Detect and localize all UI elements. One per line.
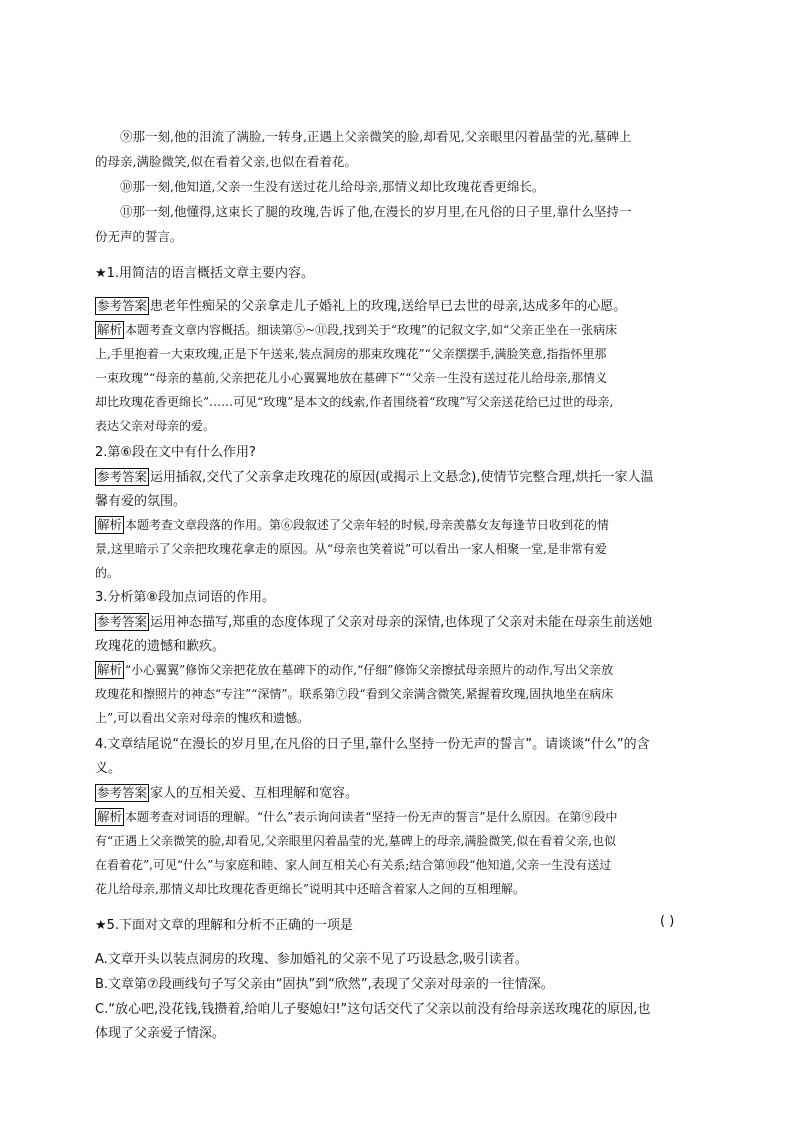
question-1-analysis-line1: 解析 本题考查文章内容概括。细读第⑤~⑪段,找到关于“玫瑰”的记叙文字,如“父亲正坐在一张病床 bbox=[97, 322, 618, 337]
answer-tag: 参考答案 bbox=[97, 298, 148, 313]
question-2-analysis-line1: 解析 本题考查文章段落的作用。第⑥段叙述了父亲年轻的时候,母亲羡慕女友每逢节日收到花的情 bbox=[97, 517, 609, 532]
question-3-answer-line2: 玫瑰花的遗憾和歉疚。 bbox=[95, 639, 226, 654]
analysis-tag: 解析 bbox=[97, 809, 123, 824]
question-4-analysis-line4: 花儿给母亲,那情义却比玫瑰花香更绵长”说明其中还暗含着家人之间的互相理解。 bbox=[95, 882, 525, 896]
passage-p10: ⑩那一刻,他知道,父亲一生没有送过花儿给母亲,那情义却比玫瑰花香更绵长。 bbox=[120, 179, 545, 194]
question-1-analysis-line4: 却比玫瑰花香更绵长”……可见“玫瑰”是本文的线索,作者围绕着“玫瑰”写父亲送花给已过世的母亲, bbox=[95, 395, 614, 409]
question-4-title-line2: 义。 bbox=[95, 761, 122, 776]
question-3-answer-line1: 参考答案 运用神态描写,郑重的态度体现了父亲对母亲的深情,也体现了父亲对未能在母亲生前送她 bbox=[97, 614, 653, 630]
question-2-analysis-line3: 的。 bbox=[95, 566, 120, 580]
question-1-analysis-line5: 表达父亲对母亲的爱。 bbox=[95, 419, 216, 433]
question-4-analysis-line2: 有“正遇上父亲微笑的脸,却看见,父亲眼里闪着晶莹的光,墓碑上的母亲,满脸微笑,似在看着父亲,也似 bbox=[95, 834, 617, 848]
passage-p9-line2: 的母亲,满脸微笑,似在看着父亲,也似在看着花。 bbox=[95, 154, 357, 169]
analysis-tag: 解析 bbox=[97, 662, 123, 677]
answer-tag: 参考答案 bbox=[97, 614, 148, 629]
question-4-analysis-line1: 解析 本题考查对词语的理解。“什么”表示询问读者“坚持一份无声的誓言”是什么原因。在第⑨段中 bbox=[97, 809, 618, 824]
option-c-line1[interactable]: C.“放心吧,没花钱,钱攒着,给咱儿子娶媳妇!”这句话交代了父亲以前没有给母亲送玫瑰花的原因,也 bbox=[95, 1002, 651, 1017]
passage-p11-line2: 份无声的誓言。 bbox=[95, 229, 183, 244]
question-3-analysis-line1: 解析 “小心翼翼”修饰父亲把花放在墓碑下的动作,“仔细”修饰父亲擦拭母亲照片的动作,写出父亲放 bbox=[97, 662, 614, 677]
analysis-tag: 解析 bbox=[97, 322, 123, 337]
answer-text: 患老年性痴呆的父亲拿走儿子婚礼上的玫瑰,送给早已去世的母亲,达成多年的心愿。 bbox=[150, 299, 627, 314]
question-1-title: ★1.用简洁的语言概括文章主要内容。 bbox=[95, 266, 315, 281]
question-3-analysis-line3: 上”,可以看出父亲对母亲的愧疚和遗憾。 bbox=[95, 711, 309, 725]
question-2-analysis-line2: 景,这里暗示了父亲把玫瑰花拿走的原因。从“母亲也笑着说”可以看出一家人相聚一堂,是非常有爱 bbox=[95, 542, 607, 556]
question-5-title: ★5.下面对文章的理解和分析不正确的一项是 bbox=[95, 918, 354, 933]
answer-bracket[interactable]: ( ) bbox=[660, 914, 675, 929]
analysis-tag: 解析 bbox=[97, 517, 123, 532]
question-1-analysis-line3: 一束玫瑰”“母亲的墓前,父亲把花儿小心翼翼地放在墓碑下”“父亲一生没有送过花儿给母亲,那情义 bbox=[95, 371, 608, 385]
question-1-answer bbox=[95, 295, 626, 315]
option-b[interactable]: B.文章第⑦段画线句子写父亲由“固执”到“欣然”,表现了父亲对母亲的一往情深。 bbox=[95, 977, 554, 992]
question-4-answer: 参考答案 家人的互相关爱、互相理解和宽容。 bbox=[97, 785, 359, 801]
answer-tag: 参考答案 bbox=[97, 469, 148, 484]
question-4-analysis-line3: 在看着花”,可见“什么”与家庭和睦、家人间互相关心有关系;结合第⑩段“他知道,父亲一生没有送过 bbox=[95, 858, 612, 872]
question-2-answer-line2: 馨有爱的氛围。 bbox=[95, 494, 187, 509]
question-3-analysis-line2: 玫瑰花和擦照片的神态“专注”“深情”。联系第⑦段“看到父亲满含微笑,紧握着玫瑰,固执地坐在病床 bbox=[95, 687, 614, 701]
question-3-title: 3.分析第⑧段加点词语的作用。 bbox=[95, 590, 276, 605]
question-4-title-line1: 4.文章结尾说“在漫长的岁月里,在凡俗的日子里,靠什么坚持一份无声的誓言”。请谈谈“什么”的含 bbox=[95, 737, 650, 752]
passage-p9-line1: ⑨那一刻,他的泪流了满脸,一转身,正遇上父亲微笑的脸,却看见,父亲眼里闪着晶莹的光,墓碑上 bbox=[120, 129, 632, 144]
question-2-answer-line1: 参考答案 运用插叙,交代了父亲拿走玫瑰花的原因(或揭示上文悬念),使情节完整合理,烘托一家人温 bbox=[97, 469, 654, 485]
option-a[interactable]: A.文章开头以装点洞房的玫瑰、参加婚礼的父亲不见了巧设悬念,吸引读者。 bbox=[95, 952, 528, 967]
question-1-analysis-line2: 上,手里抱着一大束玫瑰,正是下午送来,装点洞房的那束玫瑰花”“父亲摆摆手,满脸笑意,指指怀里那 bbox=[95, 347, 607, 361]
passage-p11-line1: ⑪那一刻,他懂得,这束长了腿的玫瑰,告诉了他,在漫长的岁月里,在凡俗的日子里,靠什么坚持一 bbox=[120, 204, 632, 219]
option-c-line2[interactable]: 体现了父亲爱子情深。 bbox=[95, 1026, 226, 1041]
question-2-title: 2.第⑥段在文中有什么作用? bbox=[95, 445, 256, 460]
answer-tag: 参考答案 bbox=[97, 785, 148, 800]
